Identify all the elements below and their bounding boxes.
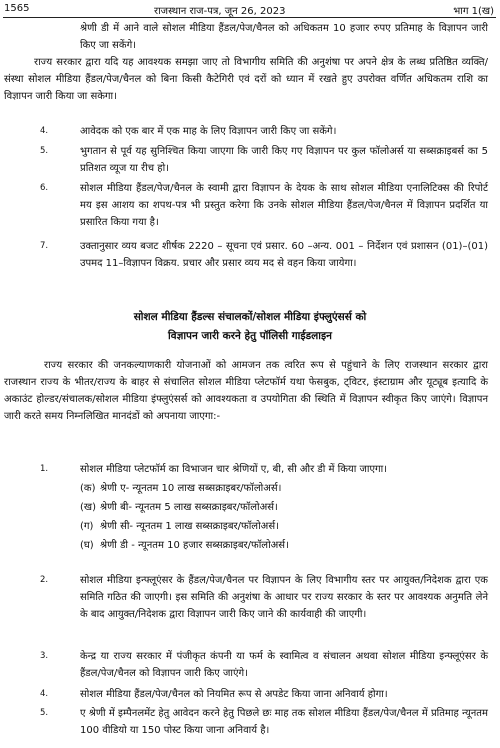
gazette-part: भाग 1(ख) — [453, 6, 494, 17]
point-a-7-text: उक्तानुसार व्यय बजट शीर्षक 2220 – सूचना एवं प्रसार. 60 –अन्य. 001 – निर्देशन एवं प्रशासन (01)–(01) उपमद 11–विज्ञापन विक्रय. प्रचार और प्रसार व्यय मद से वहन किया जायेगा। — [80, 241, 488, 269]
point-c-4-text: सोशल मीडिया हैंडल/पेज/चैनल को नियमित रूप से अपडेट किया जाना अनिवार्य होगा। — [80, 689, 388, 700]
category-d-key: (घ) — [80, 540, 94, 551]
point-a-4-number: 4. — [40, 126, 49, 136]
point-a-6-number: 6. — [40, 183, 49, 193]
category-b-key: (ख) — [80, 502, 96, 513]
page-number: 1565 — [4, 3, 30, 14]
point-c-4-number: 4. — [40, 689, 49, 699]
category-a-text: श्रेणी ए- न्यूनतम 10 लाख सब्सक्राइबर/फॉलोअर्स। — [100, 483, 282, 494]
category-c — [80, 518, 279, 535]
guideline-heading-line-2: विज्ञापन जारी करने हेतु पॉलिसी गाईडलाइन — [168, 330, 332, 342]
category-a — [80, 480, 281, 497]
gazette-title: राजस्थान राज-पत्र, जून 26, 2023 — [154, 6, 286, 17]
header-rule — [3, 17, 496, 18]
intro-continuation: श्रेणी डी में आने वाले सोशल मीडिया हैंडल/पेज/चैनल को अधिकतम 10 हजार रुपए प्रतिमाह के विज्ञापन जारी किए जा सकेंगे। — [80, 23, 488, 51]
point-c-5-text: ए श्रेणी में इम्पैनलमेंट हेतु आवेदन करने हेतु पिछले छः माह तक सोशल मीडिया हैंडल/पेज/चैनल में प्रतिमाह न्यूनतम 100 वीडियो या 150 पोस्ट किया जाना अनिवार्य है। — [80, 708, 488, 736]
guideline-heading-line-1: सोशल मीडिया हैंडल्स संचालकों/सोशल मीडिया इंफ्लुएंसर्स को — [133, 311, 367, 323]
point-c-3-number: 3. — [40, 651, 49, 661]
state-paragraph: राज्य सरकार द्वारा यदि यह आवश्यक समझा जाए तो विभागीय समिति की अनुशंषा पर अपने क्षेत्र के लब्ध प्रतिष्ठित व्यक्ति/संस्था सोशल मीडिया हैंडल/पेज/चैनल को बिना किसी कैटेगिरी एवं दरों को ध्यान में रखते हुए उपरोक्त वर्णित अधिकतम राशि का विज्ञापन जारी किया जा सकेगा। — [4, 57, 488, 102]
category-b-text: श्रेणी बी- न्यूनतम 5 लाख सब्सक्राइबर/फॉलोअर्स। — [100, 502, 278, 513]
point-b-1-text: सोशल मीडिया प्लेटफॉर्म का विभाजन चार श्रेणियों ए, बी, सी और डी में किया जाएगा। — [80, 464, 388, 475]
category-b — [80, 499, 278, 516]
point-a-5-number: 5. — [40, 146, 49, 156]
point-c-5-number: 5. — [40, 708, 49, 718]
guideline-paragraph: राज्य सरकार की जनकल्याणकारी योजनाओं को आमजन तक त्वरित रूप से पहुंचाने के लिए राजस्थान सरकार द्वारा राजस्थान राज्य के भीतर/राज्य के बाहर से संचालित सोशल मीडिया प्लेटफॉर्म यथा फेसबुक, ट्विटर, इंस्टाग्राम और यूट्यूब इत्यादि के अकाउंट होल्डर/संचालक/सोशल मीडिया इंफ्लुएंसर्स को आवश्यकता व उपयोगिता की स्थिति में विज्ञापन स्वीकृत किए जाएंगे। विज्ञापन जारी करते समय निम्नलिखित मानदंडों को अपनाया जाएगा:- — [4, 360, 488, 422]
point-b-1-number: 1. — [40, 464, 49, 474]
point-a-6-text: सोशल मीडिया हैंडल/पेज/चैनल के स्वामी द्वारा विज्ञापन के देयक के साथ सोशल मीडिया एनालिटिक्स की रिपोर्ट मय इस आशय का शपथ-पत्र भी प्रस्तुत करेगा कि उनके सोशल मीडिया हैंडल/पेज/चैनल में विज्ञापन प्रदर्शित या प्रसारित किया गया है। — [80, 183, 488, 228]
category-d — [80, 537, 289, 554]
page-header — [4, 3, 494, 17]
category-c-key: (ग) — [80, 521, 94, 532]
category-a-key: (क) — [80, 483, 96, 494]
point-c-2-text: सोशल मीडिया इन्फ्लूएंसर के हैंडल/पेज/चैनल पर विज्ञापन के लिए विभागीय स्तर पर आयुक्त/निदेशक द्वारा एक समिति गठित की जाएगी। इस समिति की अनुशंषा के आधार पर राज्य सरकार के स्तर पर आवश्यक अनुमति लेने के बाद आयुक्त/निदेशक द्वारा विज्ञापन जारी किए जाने की कार्यवाही की जाएगी। — [80, 575, 488, 620]
point-c-3-text: केन्द्र या राज्य सरकार में पंजीकृत कंपनी या फर्म के स्वामित्व व संचालन अथवा सोशल मीडिया इन्फ्लूएंसर के हैंडल/पेज/चैनल को विज्ञापन जारी किए जाएंगे। — [80, 651, 488, 679]
point-a-5-text: भुगतान से पूर्व यह सुनिश्चित किया जाएगा कि जारी किए गए विज्ञापन पर कुल फॉलोअर्स या सब्सक्राइबर्स का 5 प्रतिशत व्यूज या रीच हो। — [80, 146, 488, 174]
category-d-text: श्रेणी डी - न्यूनतम 10 हजार सब्सक्राइबर/फॉलोअर्स। — [100, 540, 289, 551]
point-c-2-number: 2. — [40, 575, 49, 585]
category-c-text: श्रेणी सी- न्यूनतम 1 लाख सब्सक्राइबर/फॉलोअर्स। — [100, 521, 279, 532]
point-a-7-number: 7. — [40, 241, 49, 251]
point-a-4-text: आवेदक को एक बार में एक माह के लिए विज्ञापन जारी किए जा सकेंगे। — [80, 126, 337, 137]
